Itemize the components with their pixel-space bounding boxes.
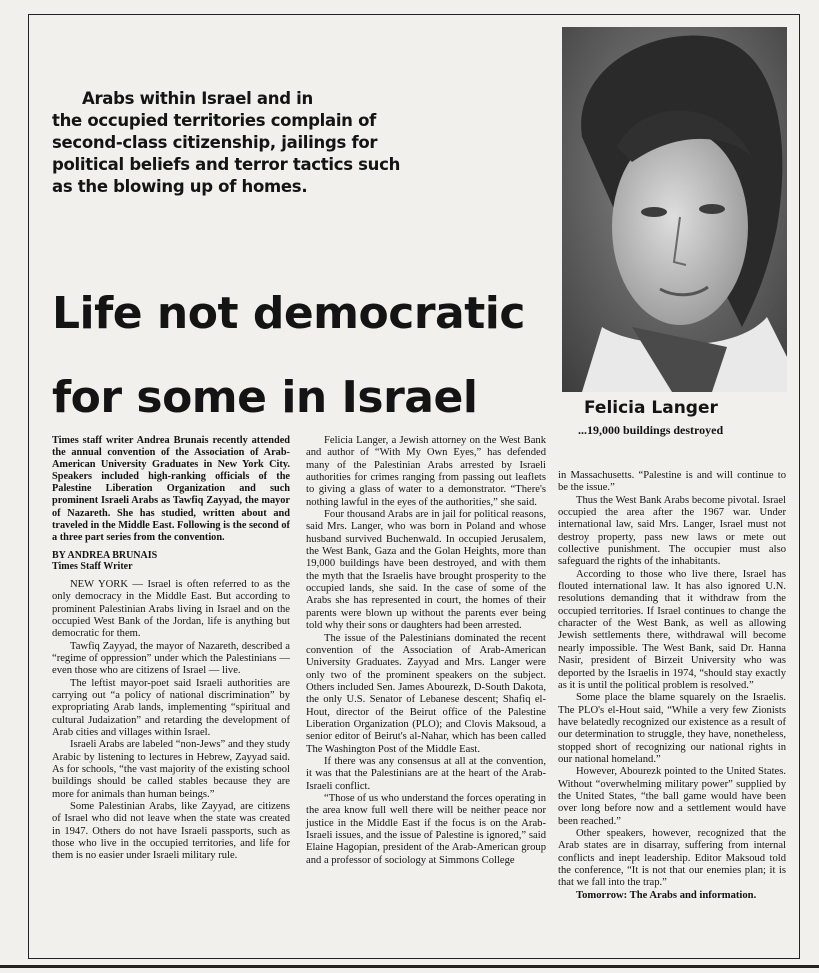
column-2 <box>306 435 546 867</box>
paragraph: NEW YORK — Israel is often referred to as the only democracy in the Middle East. But according to prominent Palestinian Arabs living in Israel and on the occupied West Bank of the Jordan, life is anything but democratic for them. <box>52 578 290 640</box>
byline-desk: Times Staff Writer <box>52 561 133 573</box>
paragraph: Four thousand Arabs are in jail for political reasons, said Mrs. Langer, who was born in Poland and whose husband survived Buchenwald. In occupied Jerusalem, the West Bank, Gaza and the Golan Heights, more than 19,000 buildings have been destroyed, and with them the myth that the Israelis have brought prosperity to the occupied lands, she said. In the case of some of the Arabs she has represented in court, the homes of their parents were blown up without the parents ever being told why their sons or daughters had been arrested. <box>306 509 546 632</box>
deck-subhead <box>52 88 401 198</box>
paragraph: According to those who live there, Israel has flouted international law. It has also ignored U.N. resolutions demanding that it withdraw from the occupied territories. If Israel continues to change the character of the West Bank, as well as allowing Jewish settlements there, withdrawal will become nearly impossible. The West Bank, said Dr. Hanna Nasir, president of Birzeit University who was deported by the Israelis in 1974, “should stay exactly as it is until the political problem is resolved.” <box>558 568 786 691</box>
deck-line: as the blowing up of homes. <box>52 177 308 196</box>
paragraph: Tawfiq Zayyad, the mayor of Nazareth, described a “regime of oppression” under which the Palestinians — even those who are citizens of Israel — live. <box>52 640 290 677</box>
headline <box>52 272 525 440</box>
photo-caption-line: ...19,000 buildings destroyed <box>578 423 724 437</box>
paragraph: Israeli Arabs are labeled “non-Jews” and they study Arabic by listening to lectures in Hebrew, Zayyad said. As for schools, “the vast majority of the existing school buildings should be called stables because they are more for animals than human beings.” <box>52 739 290 800</box>
paragraph: However, Abourezk pointed to the United States. Without “overwhelming military power” supplied by the United States, “the ball game would have been over long before now and a settlement would have been reached.” <box>558 766 786 827</box>
column-1 <box>52 435 290 863</box>
paragraph: Thus the West Bank Arabs become pivotal. Israel occupied the area after the 1967 war. Under international law, said Mrs. Langer, Israel must not destroy property, pass new laws or mete out collective punishment. The occupier must also safeguard the rights of the inhabitants. <box>558 494 786 568</box>
paragraph: The issue of the Palestinians dominated the recent convention of the Association of Arab-American University Graduates. Zayyad and Mrs. Langer were only two of the prominent speakers on the subject. Others included Sen. James Abourezk, D-South Dakota, the only U.S. Senator of Lebanese descent; Shafiq el-Hout, director of the Beirut office of the Palestine Liberation Organization (PLO); and Clovis Maksoud, a senior editor of Beirut's al-Nahar, which has been called The Washington Post of the Middle East. <box>306 632 546 755</box>
paragraph: Felicia Langer, a Jewish attorney on the West Bank and author of “With My Own Eyes,” has defended many of the Palestinian Arabs arrested by Israeli authorities for crimes ranging from passing out leaflets to giving a glass of water to a demonstrator. “There's nothing lawful in the eyes of the authorities,” she said. <box>306 435 546 508</box>
editor-note <box>52 435 290 544</box>
paragraph-continued: in Massachusetts. “Palestine is and will continue to be the issue.” <box>558 470 786 494</box>
bottom-rule <box>0 965 819 968</box>
editor-note-text: Times staff writer Andrea Brunais recently attended the annual convention of the Association of Arab-American University Graduates in New York City. Speakers included high-ranking officials of the Palestine Liberation Organization and such prominent Israeli Arabs as Tawfiq Zayyad, the mayor of Nazareth. She has studied, written about and traveled in the Middle East. Following is the second of a three part series from the convention. <box>52 435 290 543</box>
deck-line: political beliefs and terror tactics such <box>52 155 401 174</box>
portrait-photo <box>562 27 787 392</box>
tomorrow-note: Tomorrow: The Arabs and information. <box>576 889 757 901</box>
photo-caption-name: Felicia Langer <box>584 398 718 418</box>
column-3 <box>558 470 786 902</box>
paragraph: Some Palestinian Arabs, like Zayyad, are citizens of Israel who did not leave when the state was created in 1947. Others do not have Israeli passports, such as those who live in the occupied territories, and life for them is no easier under Israeli military rule. <box>52 801 290 862</box>
byline-author: BY ANDREA BRUNAIS <box>52 549 158 561</box>
byline <box>52 550 290 573</box>
deck-line: Arabs within Israel and in <box>82 89 313 108</box>
paragraph: Other speakers, however, recognized that the Arab states are in disarray, suffering from internal conflicts and inept leadership. Editor Maksoud told the conference, “It is not that our enemies plan; it is that we fall into the trap.” <box>558 827 786 889</box>
deck-line: the occupied territories complain of <box>52 111 376 130</box>
paragraph: “Those of us who understand the forces operating in the area know full well there will be neither peace nor justice in the Middle East if the focus is on the Arab-Israeli issues, and the issue of Palestine is ignored,” said Elaine Hagopian, president of the Arab-American group and a professor of sociology at Simmons College <box>306 792 546 866</box>
deck-line: second-class citizenship, jailings for <box>52 133 378 152</box>
paragraph: The leftist mayor-poet said Israeli authorities are carrying out “a policy of national discrimination” by expropriating Arab lands, implementing “spiritual and cultural Judaization” and retarding the development of Arab cities and villages within Israel. <box>52 677 290 738</box>
headline-line-1: Life not democratic <box>52 288 525 339</box>
paragraph: If there was any consensus at all at the convention, it was that the Palestinians are at the heart of the Arab-Israeli conflict. <box>306 755 546 792</box>
paragraph: Some place the blame squarely on the Israelis. The PLO's el-Hout said, “While a very few Zionists have belatedly recognized our existence as a result of our determination to struggle, they have, nonetheless, stopped short of recognizing our national rights in our national homeland.” <box>558 692 786 765</box>
portrait-image <box>562 27 787 392</box>
headline-line-2: for some in Israel <box>52 372 478 423</box>
